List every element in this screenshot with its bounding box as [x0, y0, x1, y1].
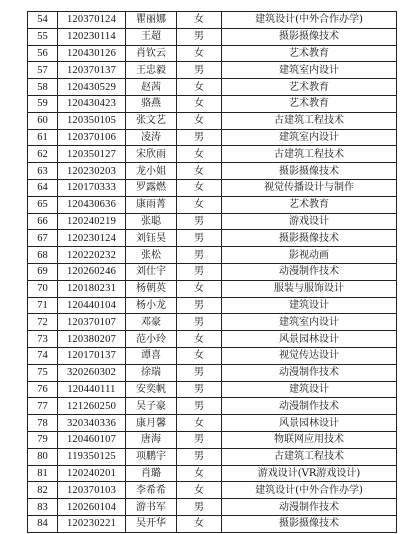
student-id-cell: 120240201 [58, 465, 126, 482]
table-row [28, 431, 397, 448]
major-cell: 古建筑工程技术 [222, 448, 397, 465]
major-cell: 艺术教育 [222, 95, 397, 112]
student-name-cell: 王超 [126, 28, 177, 45]
gender-cell: 男 [177, 364, 222, 381]
gender-cell: 女 [177, 465, 222, 482]
row-number-cell: 64 [28, 179, 58, 196]
student-name-cell: 杨朝英 [126, 280, 177, 297]
gender-cell: 女 [177, 179, 222, 196]
gender-cell: 男 [177, 398, 222, 415]
row-number-cell: 67 [28, 230, 58, 247]
table-row [28, 230, 397, 247]
table-row [28, 364, 397, 381]
row-number-cell: 68 [28, 247, 58, 264]
student-id-cell: 120230124 [58, 230, 126, 247]
major-cell: 建筑室内设计 [222, 314, 397, 331]
student-name-cell: 刘仕宇 [126, 263, 177, 280]
major-cell: 摄影摄像技术 [222, 28, 397, 45]
row-number-cell: 72 [28, 314, 58, 331]
table-row [28, 112, 397, 129]
student-id-cell: 120240219 [58, 213, 126, 230]
gender-cell: 男 [177, 263, 222, 280]
major-cell: 摄影摄像技术 [222, 230, 397, 247]
row-number-cell: 71 [28, 297, 58, 314]
gender-cell: 男 [177, 314, 222, 331]
row-number-cell: 69 [28, 263, 58, 280]
row-number-cell: 65 [28, 196, 58, 213]
row-number-cell: 54 [28, 12, 58, 29]
student-id-cell: 120220232 [58, 247, 126, 264]
major-cell: 建筑设计 [222, 381, 397, 398]
gender-cell: 男 [177, 381, 222, 398]
table-row [28, 280, 397, 297]
student-name-cell: 瞿丽娜 [126, 12, 177, 29]
student-list-sheet [27, 11, 397, 533]
student-name-cell: 李希希 [126, 482, 177, 499]
table-row [28, 297, 397, 314]
student-id-cell: 120440104 [58, 297, 126, 314]
student-name-cell: 康雨菁 [126, 196, 177, 213]
student-name-cell: 康月馨 [126, 415, 177, 432]
gender-cell: 男 [177, 297, 222, 314]
major-cell: 动漫制作技术 [222, 263, 397, 280]
student-name-cell: 杨小龙 [126, 297, 177, 314]
table-row [28, 179, 397, 196]
row-number-cell: 74 [28, 347, 58, 364]
student-name-cell: 邓豪 [126, 314, 177, 331]
row-number-cell: 75 [28, 364, 58, 381]
student-id-cell: 120440111 [58, 381, 126, 398]
gender-cell: 男 [177, 431, 222, 448]
gender-cell: 女 [177, 347, 222, 364]
student-id-cell: 120370137 [58, 62, 126, 79]
student-table-body [28, 12, 397, 533]
row-number-cell: 66 [28, 213, 58, 230]
table-row [28, 95, 397, 112]
gender-cell: 女 [177, 146, 222, 163]
major-cell: 建筑设计 [222, 297, 397, 314]
row-number-cell: 76 [28, 381, 58, 398]
row-number-cell: 84 [28, 515, 58, 532]
row-number-cell: 63 [28, 163, 58, 180]
major-cell: 游戏设计 [222, 213, 397, 230]
gender-cell: 女 [177, 12, 222, 29]
student-name-cell: 龙小姐 [126, 163, 177, 180]
major-cell: 视觉传达设计 [222, 347, 397, 364]
gender-cell: 女 [177, 331, 222, 348]
student-name-cell: 吴子豪 [126, 398, 177, 415]
table-row [28, 79, 397, 96]
table-row [28, 163, 397, 180]
row-number-cell: 73 [28, 331, 58, 348]
major-cell: 视觉传播设计与制作 [222, 179, 397, 196]
major-cell: 古建筑工程技术 [222, 146, 397, 163]
student-id-cell: 320340336 [58, 415, 126, 432]
major-cell: 服装与服饰设计 [222, 280, 397, 297]
table-row [28, 263, 397, 280]
gender-cell: 女 [177, 45, 222, 62]
student-name-cell: 赵茜 [126, 79, 177, 96]
student-id-cell: 120350127 [58, 146, 126, 163]
row-number-cell: 61 [28, 129, 58, 146]
student-name-cell: 张聪 [126, 213, 177, 230]
student-name-cell: 王忠毅 [126, 62, 177, 79]
student-id-cell: 120430529 [58, 79, 126, 96]
major-cell: 动漫制作技术 [222, 364, 397, 381]
gender-cell: 女 [177, 163, 222, 180]
row-number-cell: 70 [28, 280, 58, 297]
student-id-cell: 120370106 [58, 129, 126, 146]
student-name-cell: 吴开华 [126, 515, 177, 532]
gender-cell: 女 [177, 95, 222, 112]
major-cell: 建筑室内设计 [222, 129, 397, 146]
student-id-cell: 120230114 [58, 28, 126, 45]
student-table [27, 11, 397, 533]
row-number-cell: 62 [28, 146, 58, 163]
student-name-cell: 游书军 [126, 499, 177, 516]
student-name-cell: 唐海 [126, 431, 177, 448]
table-row [28, 62, 397, 79]
gender-cell: 女 [177, 415, 222, 432]
table-row [28, 347, 397, 364]
gender-cell: 男 [177, 499, 222, 516]
student-name-cell: 宋欣雨 [126, 146, 177, 163]
student-name-cell: 骆燕 [126, 95, 177, 112]
gender-cell: 女 [177, 112, 222, 129]
table-row [28, 499, 397, 516]
gender-cell: 女 [177, 515, 222, 532]
student-id-cell: 120230203 [58, 163, 126, 180]
student-name-cell: 项鹏宇 [126, 448, 177, 465]
major-cell: 摄影摄像技术 [222, 515, 397, 532]
table-row [28, 482, 397, 499]
major-cell: 建筑室内设计 [222, 62, 397, 79]
student-id-cell: 120180231 [58, 280, 126, 297]
gender-cell: 男 [177, 62, 222, 79]
student-name-cell: 刘钰昊 [126, 230, 177, 247]
major-cell: 风景园林设计 [222, 331, 397, 348]
student-id-cell: 120380207 [58, 331, 126, 348]
student-id-cell: 120370124 [58, 12, 126, 29]
student-id-cell: 120170137 [58, 347, 126, 364]
table-row [28, 331, 397, 348]
student-id-cell: 121260250 [58, 398, 126, 415]
row-number-cell: 78 [28, 415, 58, 432]
gender-cell: 女 [177, 79, 222, 96]
table-row [28, 213, 397, 230]
student-id-cell: 320260302 [58, 364, 126, 381]
major-cell: 建筑设计(中外合作办学) [222, 482, 397, 499]
student-id-cell: 120370107 [58, 314, 126, 331]
major-cell: 摄影摄像技术 [222, 163, 397, 180]
student-id-cell: 120430126 [58, 45, 126, 62]
table-row [28, 247, 397, 264]
student-id-cell: 120430636 [58, 196, 126, 213]
gender-cell: 男 [177, 230, 222, 247]
gender-cell: 男 [177, 28, 222, 45]
row-number-cell: 60 [28, 112, 58, 129]
major-cell: 游戏设计(VR游戏设计) [222, 465, 397, 482]
table-row [28, 448, 397, 465]
gender-cell: 男 [177, 213, 222, 230]
table-row [28, 45, 397, 62]
major-cell: 影视动画 [222, 247, 397, 264]
major-cell: 风景园林设计 [222, 415, 397, 432]
gender-cell: 女 [177, 482, 222, 499]
major-cell: 艺术教育 [222, 79, 397, 96]
row-number-cell: 79 [28, 431, 58, 448]
gender-cell: 男 [177, 129, 222, 146]
student-name-cell: 范小玲 [126, 331, 177, 348]
student-name-cell: 肖钦云 [126, 45, 177, 62]
major-cell: 物联网应用技术 [222, 431, 397, 448]
table-row [28, 129, 397, 146]
table-row [28, 515, 397, 532]
table-row [28, 415, 397, 432]
student-name-cell: 徐瑞 [126, 364, 177, 381]
student-id-cell: 120260104 [58, 499, 126, 516]
student-name-cell: 张文艺 [126, 112, 177, 129]
student-name-cell: 谭喜 [126, 347, 177, 364]
table-row [28, 146, 397, 163]
row-number-cell: 81 [28, 465, 58, 482]
student-id-cell: 120430423 [58, 95, 126, 112]
row-number-cell: 55 [28, 28, 58, 45]
major-cell: 建筑设计(中外合作办学) [222, 12, 397, 29]
row-number-cell: 83 [28, 499, 58, 516]
row-number-cell: 56 [28, 45, 58, 62]
row-number-cell: 80 [28, 448, 58, 465]
table-row [28, 398, 397, 415]
row-number-cell: 58 [28, 79, 58, 96]
table-row [28, 28, 397, 45]
student-name-cell: 张松 [126, 247, 177, 264]
row-number-cell: 77 [28, 398, 58, 415]
student-id-cell: 120170333 [58, 179, 126, 196]
gender-cell: 女 [177, 196, 222, 213]
gender-cell: 男 [177, 247, 222, 264]
gender-cell: 男 [177, 448, 222, 465]
major-cell: 动漫制作技术 [222, 499, 397, 516]
student-id-cell: 120260246 [58, 263, 126, 280]
table-row [28, 381, 397, 398]
major-cell: 艺术教育 [222, 196, 397, 213]
table-row [28, 465, 397, 482]
row-number-cell: 59 [28, 95, 58, 112]
row-number-cell: 57 [28, 62, 58, 79]
gender-cell: 女 [177, 280, 222, 297]
major-cell: 动漫制作技术 [222, 398, 397, 415]
table-row [28, 196, 397, 213]
student-name-cell: 安奕帆 [126, 381, 177, 398]
row-number-cell: 82 [28, 482, 58, 499]
table-row [28, 12, 397, 29]
student-id-cell: 120350105 [58, 112, 126, 129]
student-id-cell: 120230221 [58, 515, 126, 532]
student-name-cell: 肖璐 [126, 465, 177, 482]
student-id-cell: 119350125 [58, 448, 126, 465]
student-name-cell: 罗露燃 [126, 179, 177, 196]
student-id-cell: 120370103 [58, 482, 126, 499]
major-cell: 古建筑工程技术 [222, 112, 397, 129]
student-name-cell: 凌涛 [126, 129, 177, 146]
table-row [28, 314, 397, 331]
student-id-cell: 120460107 [58, 431, 126, 448]
major-cell: 艺术教育 [222, 45, 397, 62]
